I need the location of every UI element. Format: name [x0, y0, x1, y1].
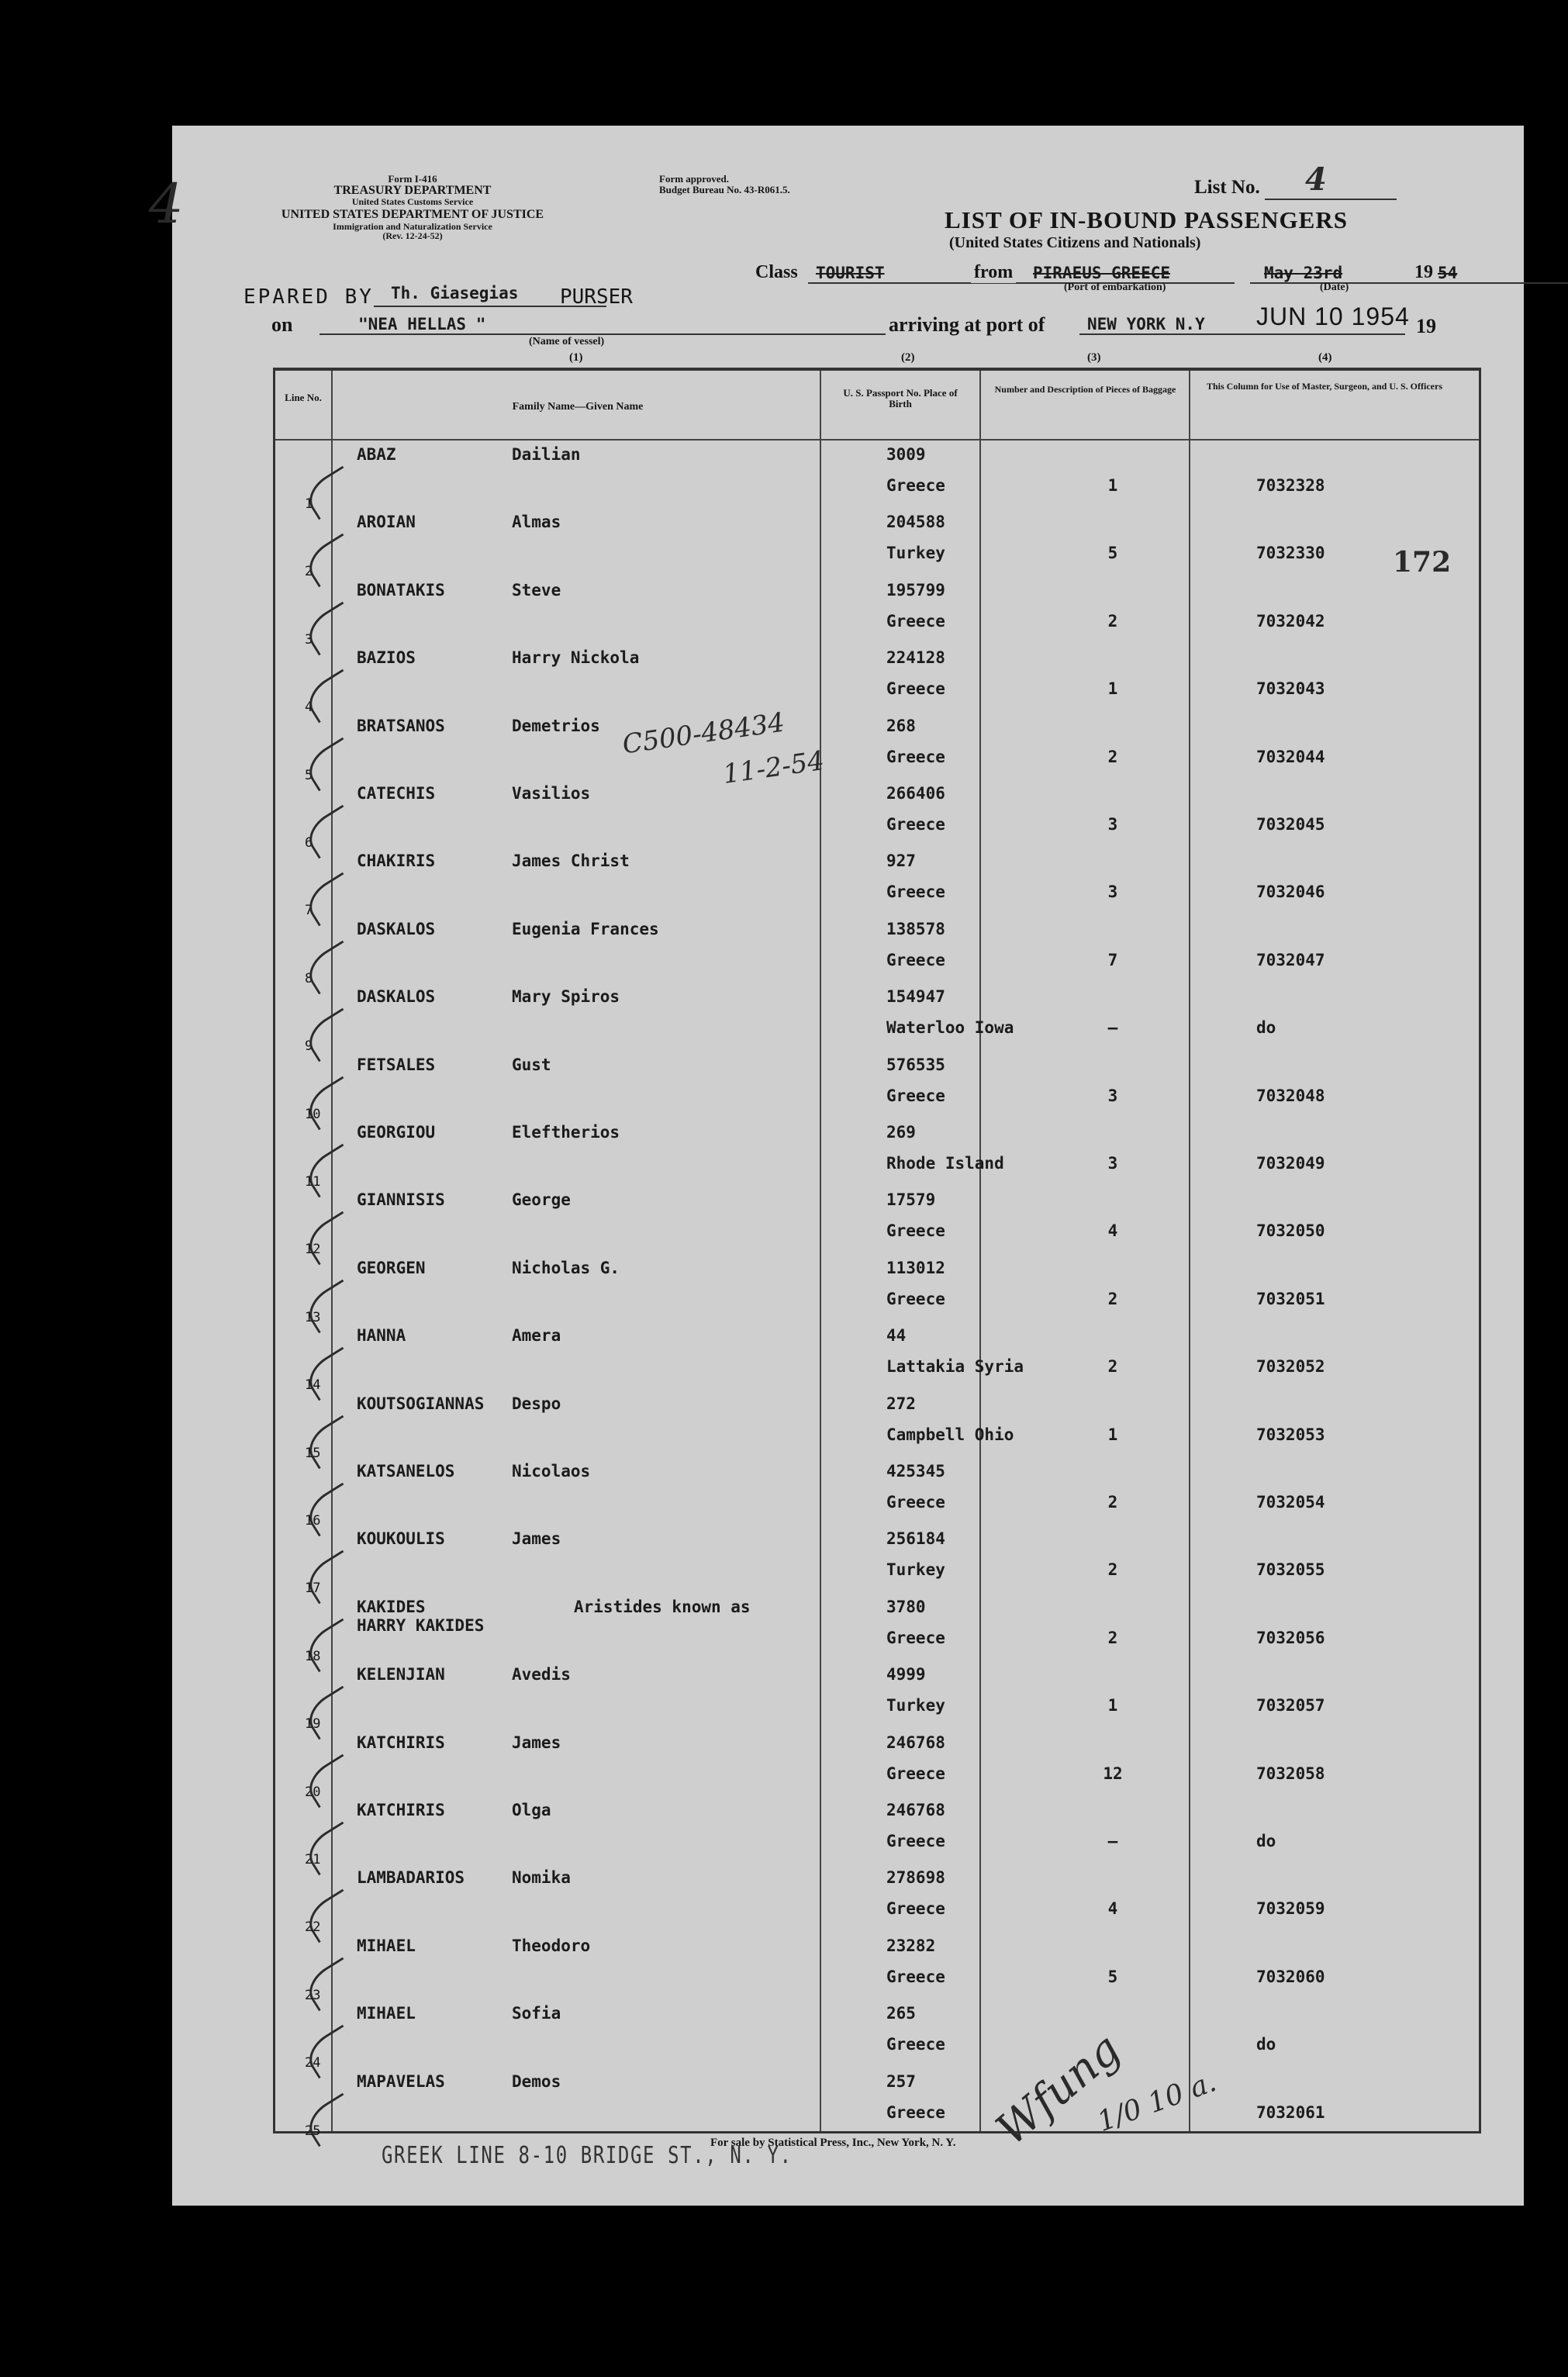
passport-number: 256184 — [886, 1529, 945, 1549]
header-baggage: Number and Description of Pieces of Baggage — [994, 384, 1176, 395]
given-name: Nicholas G. — [512, 1258, 620, 1277]
passport-number: 425345 — [886, 1462, 945, 1480]
list-no-label: List No. — [1194, 177, 1260, 198]
place-of-birth: Greece — [886, 1764, 945, 1783]
officer-number: 7032049 — [1256, 1154, 1325, 1173]
column-number-3: (3) — [1087, 351, 1101, 364]
passport-number: 268 — [886, 716, 916, 735]
date-caption: (Date) — [1320, 282, 1349, 293]
officer-number: 7032047 — [1256, 950, 1325, 969]
officer-number: 7032054 — [1256, 1493, 1325, 1512]
baggage-count: 2 — [1107, 747, 1118, 766]
passport-number: 195799 — [886, 580, 945, 599]
line-number: 1 — [305, 496, 313, 512]
arriving-underline — [1079, 333, 1405, 335]
officer-number: 7032328 — [1256, 476, 1325, 495]
line-number: 9 — [305, 1038, 313, 1055]
baggage-count: 2 — [1107, 1357, 1118, 1377]
table-row — [275, 445, 1479, 513]
form-header-block — [281, 174, 544, 241]
arriving-value: NEW YORK N.Y — [1087, 315, 1205, 333]
place-of-birth: Greece — [886, 2035, 945, 2054]
line-number: 15 — [305, 1445, 321, 1461]
table-row — [275, 1665, 1479, 1733]
budget-bureau-no: Budget Bureau No. 43-R061.5. — [659, 183, 790, 195]
table-row — [275, 513, 1479, 580]
given-name: James — [512, 1529, 561, 1549]
prepared-by-label: EPARED BY — [243, 285, 374, 309]
given-name: James Christ — [512, 852, 630, 871]
passport-number: 246768 — [886, 1801, 945, 1819]
class-value: TOURIST — [816, 264, 885, 282]
family-name: DASKALOS — [357, 919, 436, 938]
from-value: PIRAEUS GREECE — [1033, 264, 1171, 282]
table-row — [275, 1259, 1479, 1326]
family-name: AROIAN — [357, 513, 416, 532]
place-of-birth: Greece — [886, 476, 945, 495]
family-name: GEORGEN — [357, 1258, 426, 1277]
officer-number: 7032056 — [1256, 1628, 1325, 1647]
vessel-underline — [319, 333, 971, 335]
officer-number: 7032052 — [1256, 1357, 1325, 1377]
table-row — [275, 581, 1479, 648]
given-name: Dailian — [512, 445, 581, 464]
place-of-birth: Greece — [886, 1493, 945, 1512]
header-passport-birth: U. S. Passport No. Place of Birth — [843, 387, 958, 409]
baggage-count: 3 — [1107, 1086, 1118, 1105]
baggage-count: 2 — [1107, 1493, 1118, 1512]
table-row — [275, 1801, 1479, 1868]
date-value: May 23rd — [1264, 264, 1343, 282]
immigration-service: Immigration and Naturalization Service — [333, 220, 492, 232]
table-row — [275, 784, 1479, 852]
officer-number: 7032046 — [1256, 883, 1325, 902]
given-name: Mary Spiros — [512, 987, 620, 1007]
given-name: Vasilios — [512, 784, 591, 803]
officer-number: 7032330 — [1256, 544, 1325, 563]
place-of-birth: Greece — [886, 1221, 945, 1241]
passport-number: 246768 — [886, 1733, 945, 1752]
line-number: 8 — [305, 970, 313, 986]
form-approval — [659, 174, 790, 195]
column-number-2: (2) — [901, 351, 915, 364]
baggage-count: 5 — [1107, 544, 1118, 563]
family-name: MIHAEL — [357, 2004, 416, 2023]
officer-number: do — [1256, 1018, 1276, 1038]
header-officers: This Column for Use of Master, Surgeon, and U. S. Officers — [1206, 381, 1442, 392]
place-of-birth: Greece — [886, 1289, 945, 1308]
customs-service: United States Customs Service — [351, 196, 474, 208]
baggage-count: 2 — [1107, 1289, 1118, 1308]
place-of-birth: Greece — [886, 1899, 945, 1919]
family-name: MAPAVELAS — [357, 2071, 445, 2091]
line-number: 17 — [305, 1581, 321, 1597]
passport-number: 17579 — [886, 1190, 936, 1210]
margin-handwritten-number: 4 — [149, 172, 184, 236]
place-of-birth: Greece — [886, 1967, 945, 1986]
line-number: 6 — [305, 835, 313, 851]
family-name: MIHAEL — [357, 1936, 416, 1955]
purser-label: PURSER — [560, 285, 633, 309]
passport-number: 23282 — [886, 1936, 936, 1955]
family-name: KAKIDES — [357, 1597, 426, 1616]
passport-number: 44 — [886, 1326, 907, 1346]
officer-number: 7032048 — [1256, 1086, 1325, 1105]
given-name: Demetrios — [512, 716, 600, 735]
place-of-birth: Turkey — [886, 1696, 945, 1715]
from-label: from — [971, 262, 1016, 283]
prepared-by-value: Th. Giasegias — [391, 284, 519, 302]
passport-number: 278698 — [886, 1868, 945, 1888]
officer-number: 7032042 — [1256, 611, 1325, 631]
officer-number: 7032043 — [1256, 679, 1325, 699]
line-number: 21 — [305, 1852, 321, 1867]
baggage-count: 1 — [1107, 1425, 1118, 1444]
table-row — [275, 987, 1479, 1055]
family-name: GEORGIOU — [357, 1123, 436, 1142]
baggage-count: 2 — [1107, 1560, 1118, 1580]
baggage-count: 12 — [1103, 1764, 1123, 1783]
header-divider — [275, 439, 1479, 441]
line-number: 25 — [305, 2123, 321, 2139]
arriving-label: arriving at port of — [886, 313, 1048, 337]
place-of-birth: Rhode Island — [886, 1154, 1004, 1173]
passport-number: 272 — [886, 1394, 916, 1413]
place-of-birth: Campbell Ohio — [886, 1425, 1014, 1444]
table-row — [275, 1394, 1479, 1462]
place-of-birth: Greece — [886, 679, 945, 699]
baggage-count: 4 — [1107, 1221, 1118, 1241]
given-name: Nicolaos — [512, 1462, 591, 1480]
given-name: Nomika — [512, 1868, 571, 1888]
table-row — [275, 1123, 1479, 1190]
handwritten-172: 172 — [1393, 546, 1452, 579]
table-row — [275, 1055, 1479, 1123]
table-row — [275, 1733, 1479, 1801]
column-number-1: (1) — [569, 351, 583, 364]
family-name: BRATSANOS — [357, 716, 445, 735]
officer-number: 7032057 — [1256, 1696, 1325, 1715]
table-row — [275, 1326, 1479, 1394]
family-name: KOUKOULIS — [357, 1529, 445, 1549]
baggage-count: — — [1107, 1832, 1118, 1850]
line-number: 16 — [305, 1513, 321, 1529]
line-number: 10 — [305, 1106, 321, 1122]
baggage-count: — — [1107, 1018, 1118, 1038]
officer-number: 7032050 — [1256, 1221, 1325, 1241]
place-of-birth: Greece — [886, 1628, 945, 1647]
given-name: Harry Nickola — [512, 648, 640, 668]
family-name: KATSANELOS — [357, 1462, 455, 1480]
family-name: CHAKIRIS — [357, 852, 436, 871]
baggage-count: 5 — [1107, 1967, 1118, 1986]
column-number-4: (4) — [1318, 351, 1332, 364]
given-name: George — [512, 1190, 571, 1210]
baggage-count: 1 — [1107, 476, 1118, 495]
handwritten-signature: Wfung — [986, 2023, 1131, 2156]
officer-number: 7032061 — [1256, 2102, 1325, 2122]
line-number: 3 — [305, 631, 313, 648]
officer-number: do — [1256, 2035, 1276, 2054]
page-title: LIST OF IN-BOUND PASSENGERS — [945, 206, 1348, 233]
treasury-department: TREASURY DEPARTMENT — [333, 183, 492, 197]
family-name: ABAZ — [357, 445, 396, 464]
officer-number: 7032045 — [1256, 815, 1325, 834]
place-of-birth: Turkey — [886, 1560, 945, 1580]
line-number: 24 — [305, 2055, 321, 2071]
table-row — [275, 1529, 1479, 1597]
baggage-count: 2 — [1107, 1628, 1118, 1647]
line-number: 14 — [305, 1377, 321, 1394]
table-row — [275, 852, 1479, 919]
table-row — [275, 1190, 1479, 1258]
justice-department: UNITED STATES DEPARTMENT OF JUSTICE — [281, 208, 544, 222]
given-name: Eugenia Frances — [512, 919, 659, 938]
family-name: BONATAKIS — [357, 580, 445, 599]
line-number: 18 — [305, 1648, 321, 1664]
officer-number: 7032060 — [1256, 1967, 1325, 1986]
passport-number: 138578 — [886, 919, 945, 938]
passport-number: 154947 — [886, 987, 945, 1007]
passport-number: 204588 — [886, 513, 945, 532]
passport-number: 3009 — [886, 445, 926, 464]
list-number-field — [1194, 161, 1397, 200]
place-of-birth: Greece — [886, 2102, 945, 2122]
table-row — [275, 648, 1479, 716]
passport-number: 927 — [886, 852, 916, 871]
line-number: 19 — [305, 1716, 321, 1733]
given-name: Avedis — [512, 1665, 571, 1684]
handwritten-file-number: C500-48434 — [620, 707, 787, 761]
line-number: 11 — [305, 1174, 321, 1190]
table-row — [275, 717, 1479, 784]
port-caption: (Port of embarkation) — [1064, 282, 1166, 293]
passport-number: 113012 — [886, 1258, 945, 1277]
passport-number: 265 — [886, 2004, 916, 2023]
officer-number: 7032058 — [1256, 1764, 1325, 1783]
date-underline — [1250, 282, 1568, 284]
family-name: LAMBADARIOS — [357, 1868, 465, 1888]
passport-number: 3780 — [886, 1597, 926, 1616]
vessel-value: "NEA HELLAS " — [358, 315, 486, 333]
place-of-birth: Greece — [886, 611, 945, 631]
place-of-birth: Greece — [886, 950, 945, 969]
family-name: BAZIOS — [357, 648, 416, 668]
officer-number: do — [1256, 1832, 1276, 1850]
page-subtitle: (United States Citizens and Nationals) — [949, 234, 1201, 251]
list-no-value: 4 — [1304, 161, 1327, 198]
family-name: KATCHIRIS — [357, 1801, 445, 1819]
line-number: 2 — [305, 564, 313, 580]
baggage-count: 3 — [1107, 815, 1118, 834]
given-name: Olga — [512, 1801, 551, 1819]
line-number: 7 — [305, 903, 313, 919]
table-row — [275, 1868, 1479, 1936]
baggage-count: 4 — [1107, 1899, 1118, 1919]
passenger-manifest-page — [149, 126, 1524, 2206]
passport-number: 4999 — [886, 1665, 926, 1684]
form-approved: Form approved. — [659, 173, 730, 185]
year-prefix: 19 — [1414, 262, 1433, 282]
table-row — [275, 1598, 1479, 1665]
place-of-birth: Greece — [886, 883, 945, 902]
year-value: 54 — [1438, 264, 1458, 282]
family-name: GIANNISIS — [357, 1190, 445, 1210]
line-number: 12 — [305, 1242, 321, 1258]
given-name: Despo — [512, 1394, 561, 1413]
baggage-count: 7 — [1107, 950, 1118, 969]
given-name: Steve — [512, 580, 561, 599]
line-number: 20 — [305, 1784, 321, 1800]
given-name: Demos — [512, 2071, 561, 2091]
given-name: Gust — [512, 1055, 551, 1074]
baggage-count: 2 — [1107, 611, 1118, 631]
table-row — [275, 2004, 1479, 2071]
family-name: KELENJIAN — [357, 1665, 445, 1684]
footer-rubber-stamp: GREEK LINE 8-10 BRIDGE ST., N. Y. — [382, 2142, 793, 2169]
baggage-count: 1 — [1107, 679, 1118, 699]
family-name: CATECHIS — [357, 784, 436, 803]
passport-number: 576535 — [886, 1055, 945, 1074]
class-label: Class — [755, 262, 798, 282]
baggage-count: 1 — [1107, 1696, 1118, 1715]
given-name: James — [512, 1733, 561, 1752]
table-row — [275, 920, 1479, 987]
line-number: 22 — [305, 1919, 321, 1936]
on-label: on — [271, 313, 293, 336]
given-name: Sofia — [512, 2004, 561, 2023]
passport-number: 257 — [886, 2071, 916, 2091]
officer-number: 7032055 — [1256, 1560, 1325, 1580]
family-name: KOUTSOGIANNAS — [357, 1394, 485, 1413]
given-name: Almas — [512, 513, 561, 532]
header-family-given-name: Family Name—Given Name — [512, 401, 644, 413]
officer-number: 7032053 — [1256, 1425, 1325, 1444]
header-line-no: Line No. — [285, 392, 322, 403]
passport-number: 224128 — [886, 648, 945, 668]
officer-number: 7032051 — [1256, 1289, 1325, 1308]
place-of-birth: Greece — [886, 815, 945, 834]
family-name: DASKALOS — [357, 987, 436, 1007]
place-of-birth: Waterloo Iowa — [886, 1018, 1014, 1038]
place-of-birth: Greece — [886, 1832, 945, 1850]
given-name: Theodoro — [512, 1936, 591, 1955]
table-row — [275, 1936, 1479, 2004]
baggage-count: 3 — [1107, 883, 1118, 902]
table-row — [275, 2072, 1479, 2140]
family-name: FETSALES — [357, 1055, 436, 1074]
place-of-birth: Lattakia Syria — [886, 1357, 1024, 1377]
line-number: 5 — [305, 767, 313, 783]
table-row — [275, 1462, 1479, 1529]
line-number: 4 — [305, 700, 313, 716]
place-of-birth: Turkey — [886, 544, 945, 563]
vessel-caption: (Name of vessel) — [529, 336, 605, 347]
place-of-birth: Greece — [886, 1086, 945, 1105]
family-name-alias: HARRY KAKIDES — [357, 1615, 485, 1635]
passport-number: 269 — [886, 1123, 916, 1142]
handwritten-date-note: 11-2-54 — [720, 745, 827, 790]
family-name: KATCHIRIS — [357, 1733, 445, 1752]
line-number: 13 — [305, 1309, 321, 1325]
arrival-year-prefix: 19 — [1416, 315, 1436, 337]
given-name: Eleftherios — [512, 1123, 620, 1142]
arrival-date-stamp: JUN 10 1954 — [1256, 302, 1410, 330]
given-name: Amera — [512, 1326, 561, 1346]
place-of-birth: Greece — [886, 747, 945, 766]
passenger-table — [273, 368, 1481, 2139]
officer-number: 7032044 — [1256, 747, 1325, 766]
list-no-line — [1265, 161, 1397, 200]
baggage-count: 3 — [1107, 1154, 1118, 1173]
handwritten-initials: 1/0 10 a. — [1093, 2065, 1221, 2139]
passport-number: 266406 — [886, 784, 945, 803]
given-name: Aristides known as — [574, 1597, 751, 1616]
footer-printer-note: For sale by Statistical Press, Inc., New York, N. Y. — [710, 2137, 956, 2149]
family-name: HANNA — [357, 1326, 406, 1346]
revision-date: (Rev. 12-24-52) — [382, 230, 443, 242]
officer-number: 7032059 — [1256, 1899, 1325, 1919]
line-number: 23 — [305, 1987, 321, 2003]
form-number: Form I-416 — [388, 173, 437, 185]
